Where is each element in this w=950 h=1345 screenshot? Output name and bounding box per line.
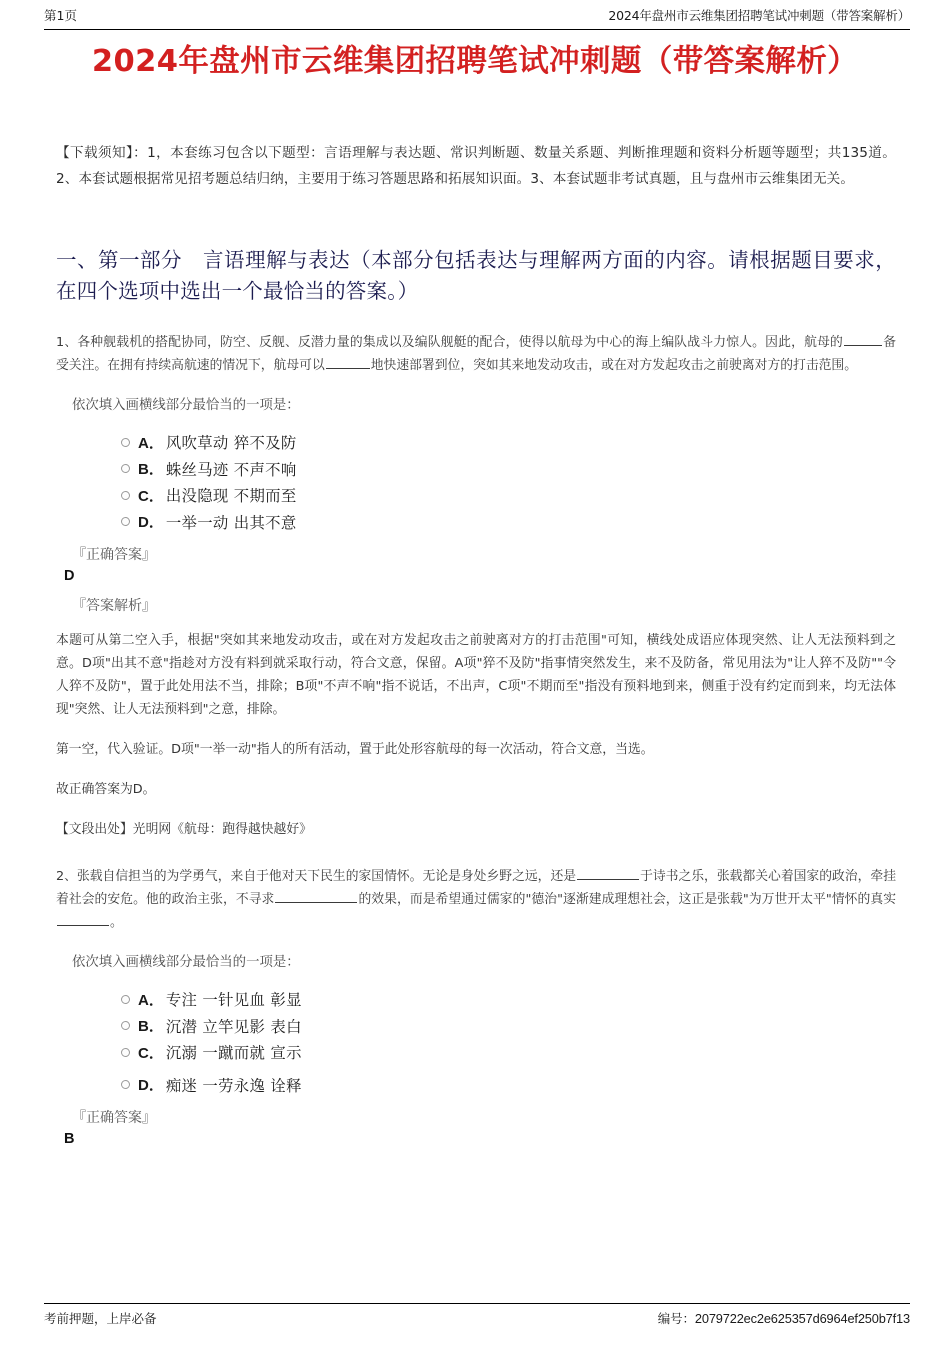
option-letter: C． <box>138 487 164 505</box>
option-text: 一举一动 出其不意 <box>165 513 297 532</box>
option-text: 蛛丝马迹 不声不响 <box>165 460 297 479</box>
correct-answer-label: 『正确答案』 <box>72 1110 156 1126</box>
explanation-paragraph: 第一空，代入验证。D项"一举一动"指人的所有活动，置于此处形容航母的每一次活动，符合文意，当选。 <box>56 742 654 757</box>
radio-button-icon[interactable] <box>121 491 130 500</box>
option-letter: B． <box>138 461 164 479</box>
correct-answer-value: D <box>64 568 75 584</box>
option-letter: D． <box>138 1077 164 1095</box>
option-c[interactable] <box>121 482 896 509</box>
option-b[interactable] <box>121 1013 896 1040</box>
download-notice: 【下载须知】：1，本套练习包含以下题型：言语理解与表达题、常识判断题、数量关系题、判断推理题和资料分析题等题型；共135道。2、本套试题根据常见招考题总结归纳，主要用于练习答题思路和拓展知识面。3、本套试题非考试真题，且与盘州市云维集团无关。 <box>56 145 896 187</box>
footer-slogan: 考前押题，上岸必备 <box>44 1311 157 1326</box>
question-stem <box>56 331 896 377</box>
footer-code-value: 2079722ec2e625357d6964ef250b7f13 <box>694 1311 910 1326</box>
option-list <box>56 986 896 1098</box>
option-letter: B． <box>138 1018 164 1036</box>
option-text: 出没隐现 不期而至 <box>165 487 297 506</box>
option-a[interactable] <box>121 429 896 456</box>
option-d[interactable] <box>121 509 896 536</box>
question-stem-part-1: 各种舰载机的搭配协同，防空、反舰、反潜力量的集成以及编队舰艇的配合，使得以航母为中心的海上编队战斗力惊人。因此，航母的 <box>77 335 844 350</box>
option-letter: C． <box>138 1044 164 1062</box>
radio-button-icon[interactable] <box>121 517 130 526</box>
answer-blank <box>326 356 370 369</box>
answer-blank <box>275 890 357 903</box>
option-a[interactable] <box>121 986 896 1013</box>
radio-button-icon[interactable] <box>121 438 130 447</box>
option-b[interactable] <box>121 456 896 483</box>
explanation-source: 【文段出处】光明网《航母：跑得越快越好》 <box>56 822 312 837</box>
explanation-paragraph: 故正确答案为D。 <box>56 782 156 797</box>
question-number: 1、 <box>56 335 78 350</box>
option-c[interactable] <box>121 1039 896 1066</box>
option-letter: A． <box>138 434 164 452</box>
page-number-label: 第1页 <box>44 8 77 23</box>
option-text: 沉溺 一蹴而就 宣示 <box>165 1044 302 1063</box>
document-title: 2024年盘州市云维集团招聘笔试冲刺题（带答案解析） <box>91 44 859 79</box>
question-stem-part-1: 张载自信担当的为学勇气，来自于他对天下民生的家国情怀。无论是身处乡野之远，还是 <box>76 869 577 884</box>
document-body <box>56 140 896 1149</box>
page-footer <box>44 1303 910 1327</box>
question-prompt: 依次填入画横线部分最恰当的一项是： <box>72 955 300 970</box>
option-text: 沉潜 立竿见影 表白 <box>165 1017 302 1036</box>
correct-answer-label: 『正确答案』 <box>72 547 156 563</box>
question-prompt: 依次填入画横线部分最恰当的一项是： <box>72 398 300 413</box>
explanation-paragraph: 本题可从第二空入手，根据"突如其来地发动攻击，或在对方发起攻击之前驶离对方的打击范围"可知，横线处成语应体现突然、让人无法预料到之意。D项"出其不意"指趁对方没有料到就采取行动，符合文意，保留。A项"猝不及防"指事情突然发生，来不及防备，常见用法为"让人猝不及防""令人猝不及防"，置于此处用法不当，排除；B项"不声不响"指不说话，不出声，C项"不期而至"指没有预料地到来，侧重于没有约定而到来，均无法体现"突然、让人无法预料到"之意，排除。 <box>56 633 896 717</box>
option-letter: D． <box>138 514 164 532</box>
option-list <box>56 429 896 535</box>
footer-code-label: 编号： <box>657 1311 695 1326</box>
radio-button-icon[interactable] <box>121 995 130 1004</box>
footer-code <box>658 1311 910 1327</box>
option-d[interactable] <box>121 1072 896 1099</box>
question-stem-part-4: 。 <box>110 915 123 930</box>
option-text: 风吹草动 猝不及防 <box>165 434 297 453</box>
answer-blank <box>844 333 882 346</box>
question-stem-part-2: 于诗书之乐，张载都关心着国家的政治，牵挂着社会的安危。他的政治主张，不寻求 <box>56 869 897 907</box>
question-stem-part-2: 备受关注。在拥有持续高航速的情况下，航母可以 <box>56 335 897 373</box>
option-text: 痴迷 一劳永逸 诠释 <box>165 1076 302 1095</box>
correct-answer-value: B <box>64 1131 75 1147</box>
radio-button-icon[interactable] <box>121 1080 130 1089</box>
question-stem-part-3: 地快速部署到位，突如其来地发动攻击，或在对方发起攻击之前驶离对方的打击范围。 <box>370 358 858 373</box>
page-header <box>44 8 910 30</box>
answer-blank <box>57 913 109 926</box>
radio-button-icon[interactable] <box>121 1021 130 1030</box>
running-title: 2024年盘州市云维集团招聘笔试冲刺题（带答案解析） <box>608 8 910 23</box>
radio-button-icon[interactable] <box>121 464 130 473</box>
question-stem <box>56 865 896 934</box>
section-heading: 一、第一部分 言语理解与表达（本部分包括表达与理解两方面的内容。请根据题目要求，在四个选项中选出一个最恰当的答案。） <box>56 248 896 303</box>
option-text: 专注 一针见血 彰显 <box>165 991 302 1010</box>
radio-button-icon[interactable] <box>121 1048 130 1057</box>
option-letter: A． <box>138 991 164 1009</box>
answer-blank <box>577 867 639 880</box>
question-stem-part-3: 的效果，而是希望通过儒家的"德治"逐渐建成理想社会，这正是张载"为万世开太平"情怀的真实 <box>358 892 897 907</box>
question-number: 2、 <box>56 869 77 884</box>
answer-explanation-label: 『答案解析』 <box>72 598 156 614</box>
